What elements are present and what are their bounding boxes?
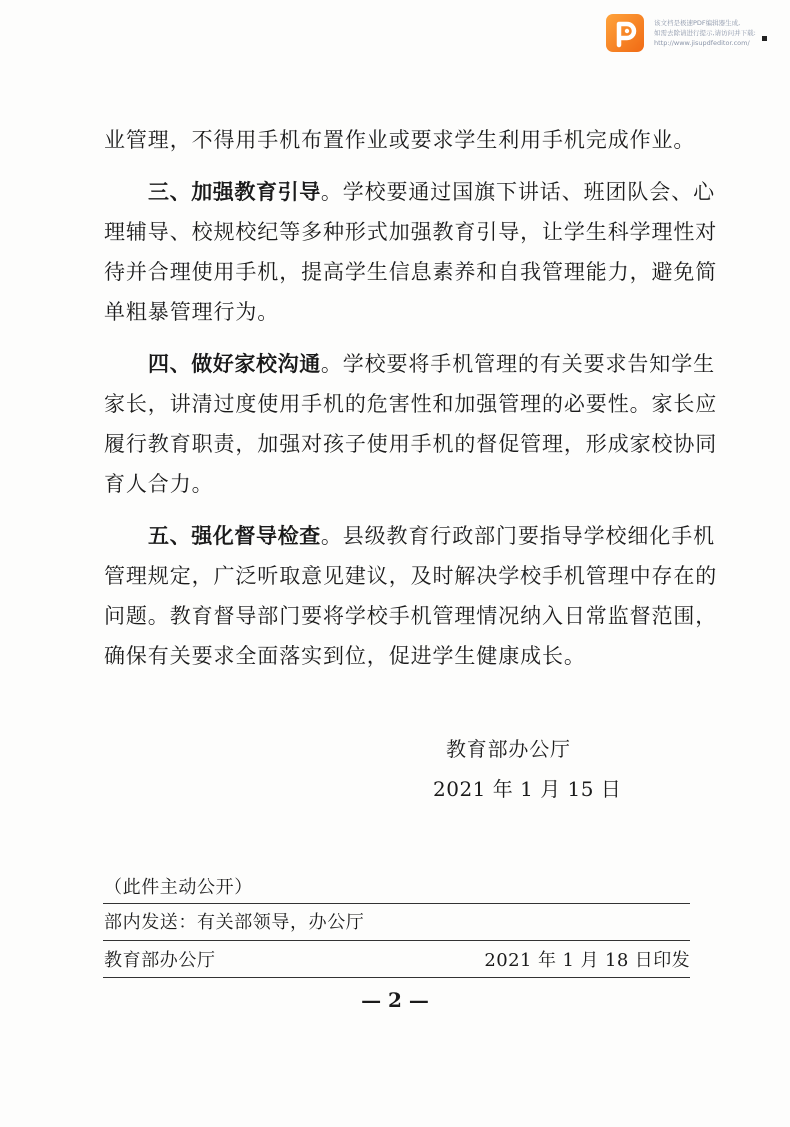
- paragraph-text: 。学校要将手机管理的有关要求告知学生: [320, 352, 716, 376]
- paragraph-line: 问题。教育督导部门要将学校手机管理情况纳入日常监督范围，: [104, 604, 718, 628]
- jisupdf-logo-icon: [606, 14, 644, 52]
- section-four-first-line: [104, 344, 716, 384]
- internal-distribution: 部内发送：有关部领导，办公厅: [104, 912, 365, 933]
- public-disclosure-note: （此件主动公开）: [104, 877, 253, 898]
- paragraph-line: 育人合力。: [104, 472, 214, 496]
- paragraph-text: 。学校要通过国旗下讲话、班团队会、心: [320, 180, 716, 204]
- paragraph-line: 确保有关要求全面落实到位，促进学生健康成长。: [104, 644, 586, 668]
- paragraph-line: 管理规定，广泛听取意见建议，及时解决学校手机管理中存在的: [104, 564, 718, 588]
- paragraph-line: 理辅导、校规校纪等多种形式加强教育引导，让学生科学理性对: [104, 220, 718, 244]
- signature-organization: 教育部办公厅: [446, 737, 571, 761]
- document-body: [104, 120, 718, 676]
- watermark-square-mark: [762, 36, 767, 41]
- paragraph-line: 家长，讲清过度使用手机的危害性和加强管理的必要性。家长应: [104, 392, 718, 416]
- issue-date: 2021 年 1 月 18 日印发: [484, 950, 690, 971]
- paragraph-line: 业管理，不得用手机布置作业或要求学生利用手机完成作业。: [104, 128, 696, 152]
- issuing-office: 教育部办公厅: [104, 950, 216, 971]
- paragraph-line: 单粗暴管理行为。: [104, 300, 280, 324]
- section-heading: 三、加强教育引导: [148, 180, 321, 204]
- divider-line: [103, 977, 690, 978]
- watermark-link[interactable]: http://www.jisupdfeditor.com/: [654, 39, 750, 47]
- watermark-line-1: 该文档是极速PDF编辑器生成,: [654, 19, 741, 27]
- page-number: — 2 —: [361, 988, 429, 1012]
- watermark-text: [654, 18, 774, 48]
- divider-line: [103, 903, 690, 904]
- divider-line: [103, 940, 690, 941]
- paragraph-text: 。县级教育行政部门要指导学校细化手机: [320, 524, 716, 548]
- pdf-editor-watermark: [606, 14, 776, 58]
- section-heading: 五、强化督导检查: [148, 524, 321, 548]
- signature-date: 2021 年 1 月 15 日: [433, 777, 622, 801]
- section-heading: 四、做好家校沟通: [148, 352, 321, 376]
- paragraph-line: 待并合理使用手机，提高学生信息素养和自我管理能力，避免简: [104, 260, 718, 284]
- paragraph-line: 履行教育职责，加强对孩子使用手机的督促管理，形成家校协同: [104, 432, 718, 456]
- section-five-first-line: [104, 516, 716, 556]
- section-three-first-line: [104, 172, 716, 212]
- watermark-line-2: 如需去除请进行提示,请访问并下载:: [654, 29, 756, 37]
